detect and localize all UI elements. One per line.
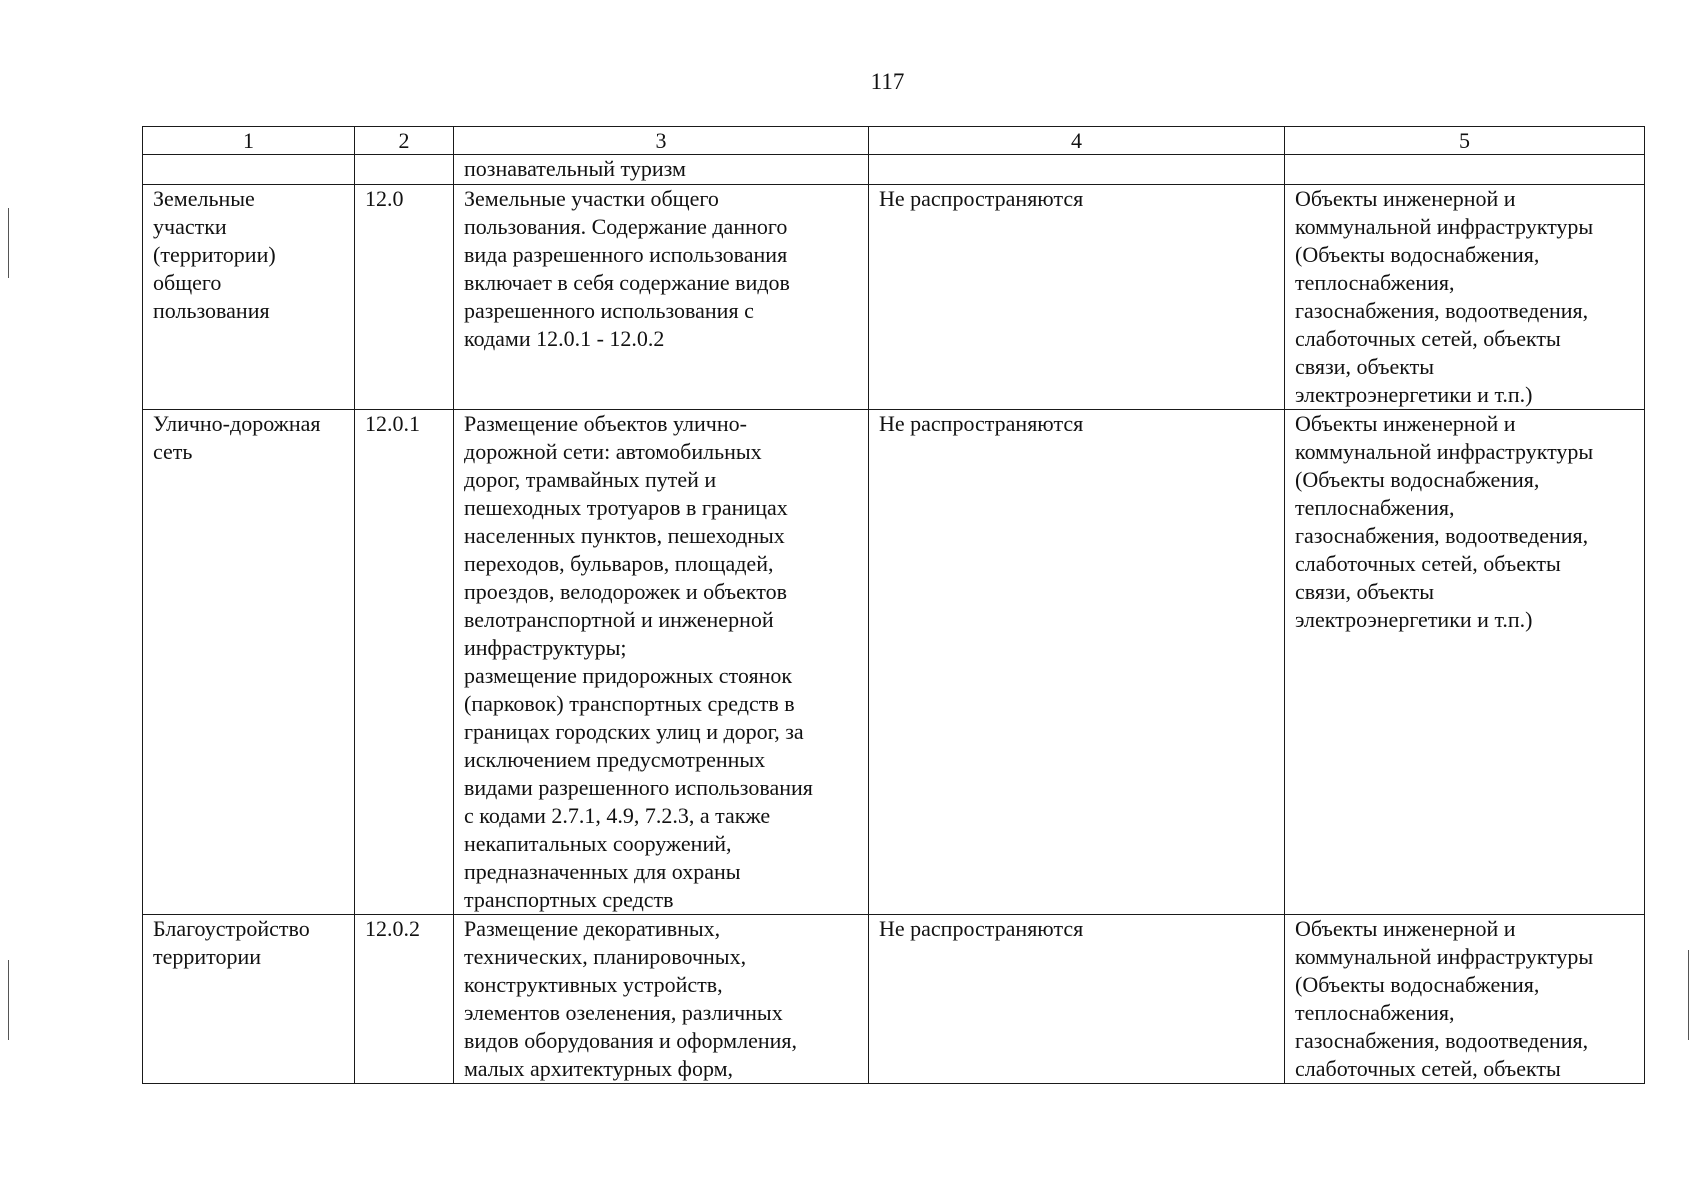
table-cell-description: познавательный туризм (454, 155, 869, 185)
table-cell-description: Размещение декоративных, технических, планировочных, конструктивных устройств, элементов озеленения, различных видов оборудования и оформления, малых архитектурных форм, (454, 915, 869, 1084)
land-use-table (142, 126, 1645, 1084)
table-cell (143, 155, 355, 185)
table-cell-col5: Объекты инженерной и коммунальной инфраструктуры (Объекты водоснабжения, теплоснабжения, газоснабжения, водоотведения, слаботочных сетей, объекты (1285, 915, 1645, 1084)
table-cell-col4: Не распространяются (869, 185, 1285, 410)
table-cell (1285, 155, 1645, 185)
page-number: 117 (870, 69, 905, 94)
scan-edge-mark (1688, 950, 1689, 1040)
table-cell (355, 155, 454, 185)
scan-edge-mark (8, 208, 9, 278)
table-cell-col5: Объекты инженерной и коммунальной инфраструктуры (Объекты водоснабжения, теплоснабжения, газоснабжения, водоотведения, слаботочных сетей, объекты связи, объекты электроэнергетики и т.п.) (1285, 410, 1645, 915)
table-cell-description: Размещение объектов улично- дорожной сети: автомобильных дорог, трамвайных путей и пешеходных тротуаров в границах населенных пунктов, пешеходных переходов, бульваров, площадей, проездов, велодорожек и объектов велотранспортной и инженерной инфраструктуры; размещение придорожных стоянок (парковок) транспортных средств в границах городских улиц и дорог, за исключением предусмотренных видами разрешенного использования с кодами 2.7.1, 4.9, 7.2.3, а также некапитальных сооружений, предназначенных для охраны транспортных средств (454, 410, 869, 915)
table-cell-col4: Не распространяются (869, 410, 1285, 915)
table-row-continuation (143, 155, 1645, 185)
table-row (143, 185, 1645, 410)
table-cell-name: Улично-дорожная сеть (143, 410, 355, 915)
table-cell-col4: Не распространяются (869, 915, 1285, 1084)
table-cell-code: 12.0.2 (355, 915, 454, 1084)
column-header: 4 (869, 127, 1285, 155)
column-header: 1 (143, 127, 355, 155)
table-header-row (143, 127, 1645, 155)
table-row (143, 410, 1645, 915)
table-cell-code: 12.0 (355, 185, 454, 410)
column-header: 3 (454, 127, 869, 155)
table-cell (869, 155, 1285, 185)
column-header: 2 (355, 127, 454, 155)
scan-edge-mark (8, 960, 9, 1040)
table-cell-name: Благоустройство территории (143, 915, 355, 1084)
table-cell-code: 12.0.1 (355, 410, 454, 915)
column-header: 5 (1285, 127, 1645, 155)
table-row (143, 915, 1645, 1084)
table-cell-description: Земельные участки общего пользования. Содержание данного вида разрешенного использования включает в себя содержание видов разрешенного использования с кодами 12.0.1 - 12.0.2 (454, 185, 869, 410)
table-cell-col5: Объекты инженерной и коммунальной инфраструктуры (Объекты водоснабжения, теплоснабжения, газоснабжения, водоотведения, слаботочных сетей, объекты связи, объекты электроэнергетики и т.п.) (1285, 185, 1645, 410)
table-cell-name: Земельные участки (территории) общего пользования (143, 185, 355, 410)
